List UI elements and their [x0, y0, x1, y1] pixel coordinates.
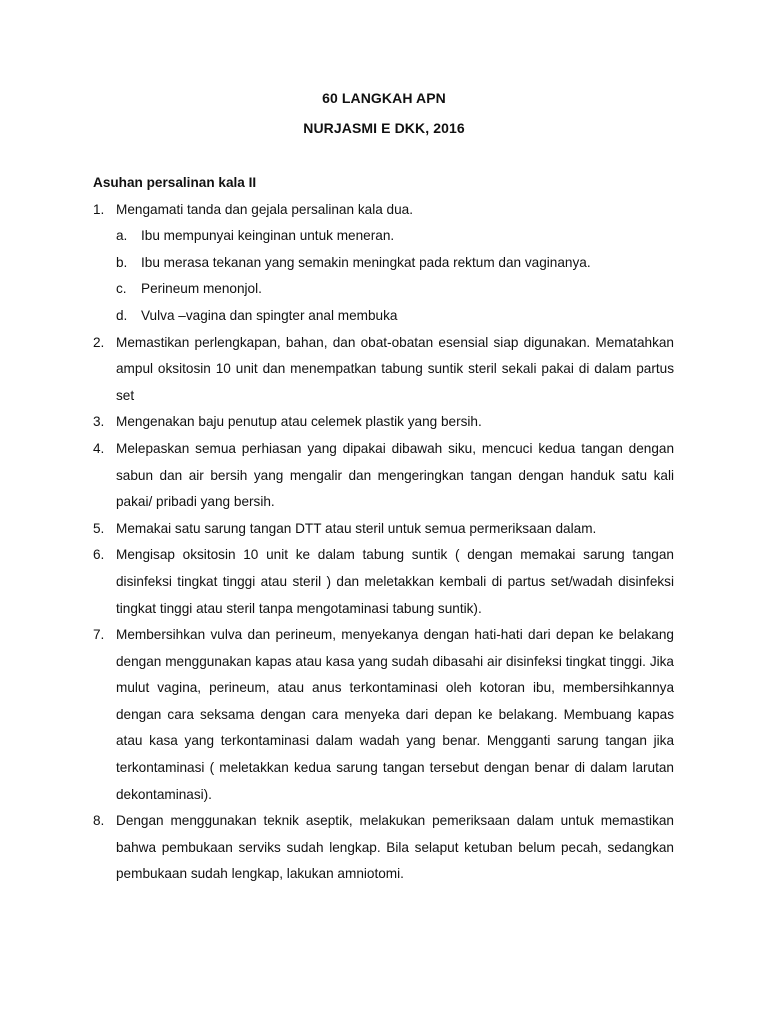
sub-item-letter: d. — [116, 307, 128, 323]
sub-item — [93, 276, 674, 303]
item-text: Mengenakan baju penutup atau celemek plastik yang bersih. — [116, 414, 482, 430]
item-text: Memastikan perlengkapan, bahan, dan obat-obatan esensial siap digunakan. Mematahkan ampul oksitosin 10 unit dan menempatkan tabung suntik steril sekali pakai di dalam partus set — [116, 334, 674, 403]
item-text: Mengamati tanda dan gejala persalinan kala dua. — [116, 201, 414, 217]
list-item — [93, 516, 674, 543]
document-body — [93, 170, 674, 888]
item-number: 1. — [93, 201, 105, 217]
item-number: 2. — [93, 334, 105, 350]
list-item — [93, 197, 674, 224]
sub-item-text: Perineum menonjol. — [141, 281, 262, 297]
item-number: 7. — [93, 627, 105, 643]
item-number: 3. — [93, 414, 105, 430]
item-number: 5. — [93, 520, 105, 536]
list-item — [93, 622, 674, 808]
sub-item — [93, 250, 674, 277]
sub-item-letter: c. — [116, 281, 127, 297]
item-number: 8. — [93, 813, 105, 829]
item-text: Melepaskan semua perhiasan yang dipakai dibawah siku, mencuci kedua tangan dengan sabun dan air bersih yang mengalir dan mengeringkan tangan dengan handuk satu kali pakai/ pribadi yang bersih. — [116, 440, 674, 510]
item-text: Mengisap oksitosin 10 unit ke dalam tabung suntik ( dengan memakai sarung tangan disinfeksi tingkat tinggi atau steril ) dan meletakkan kembali di partus set/wadah disinfeksi tingkat tinggi atau steril tanpa mengotaminasi tabung suntik). — [116, 547, 674, 616]
item-number: 4. — [93, 440, 105, 456]
sub-item-letter: b. — [116, 254, 128, 270]
sub-item-text: Ibu mempunyai keinginan untuk meneran. — [141, 228, 395, 244]
document-title: 60 LANGKAH APN — [322, 90, 446, 106]
list-item — [93, 330, 674, 410]
sub-item-text: Ibu merasa tekanan yang semakin meningkat pada rektum dan vaginanya. — [141, 254, 591, 270]
sub-item-text: Vulva –vagina dan spingter anal membuka — [141, 307, 398, 323]
item-number: 6. — [93, 547, 105, 563]
list-item — [93, 436, 674, 516]
sub-item-letter: a. — [116, 228, 128, 244]
list-item — [93, 808, 674, 888]
document-subtitle: NURJASMI E DKK, 2016 — [303, 120, 465, 136]
item-text: Memakai satu sarung tangan DTT atau steril untuk semua permeriksaan dalam. — [116, 520, 597, 536]
section-heading: Asuhan persalinan kala II — [93, 175, 257, 190]
list-item — [93, 409, 674, 436]
item-text: Membersihkan vulva dan perineum, menyekanya dengan hati-hati dari depan ke belakang dengan menggunakan kapas atau kasa yang sudah dibasahi air disinfeksi tingkat tinggi. Jika mulut vagina, perineum, atau anus terkontaminasi oleh kotoran ibu, membersihkannya dengan cara seksama dengan cara menyeka dari depan ke belakang. Membuang kapas atau kasa yang terkontaminasi dalam wadah yang benar. Mengganti sarung tangan jika terkontaminasi ( meletakkan kedua sarung tangan tersebut dengan benar di dalam larutan dekontaminasi). — [116, 627, 674, 802]
list-item — [93, 542, 674, 622]
sub-item — [93, 223, 674, 250]
sub-item — [93, 303, 674, 330]
item-text: Dengan menggunakan teknik aseptik, melakukan pemeriksaan dalam untuk memastikan bahwa pembukaan serviks sudah lengkap. Bila selaput ketuban belum pecah, sedangkan pembukaan sudah lengkap, lakukan amniotomi. — [116, 813, 674, 882]
